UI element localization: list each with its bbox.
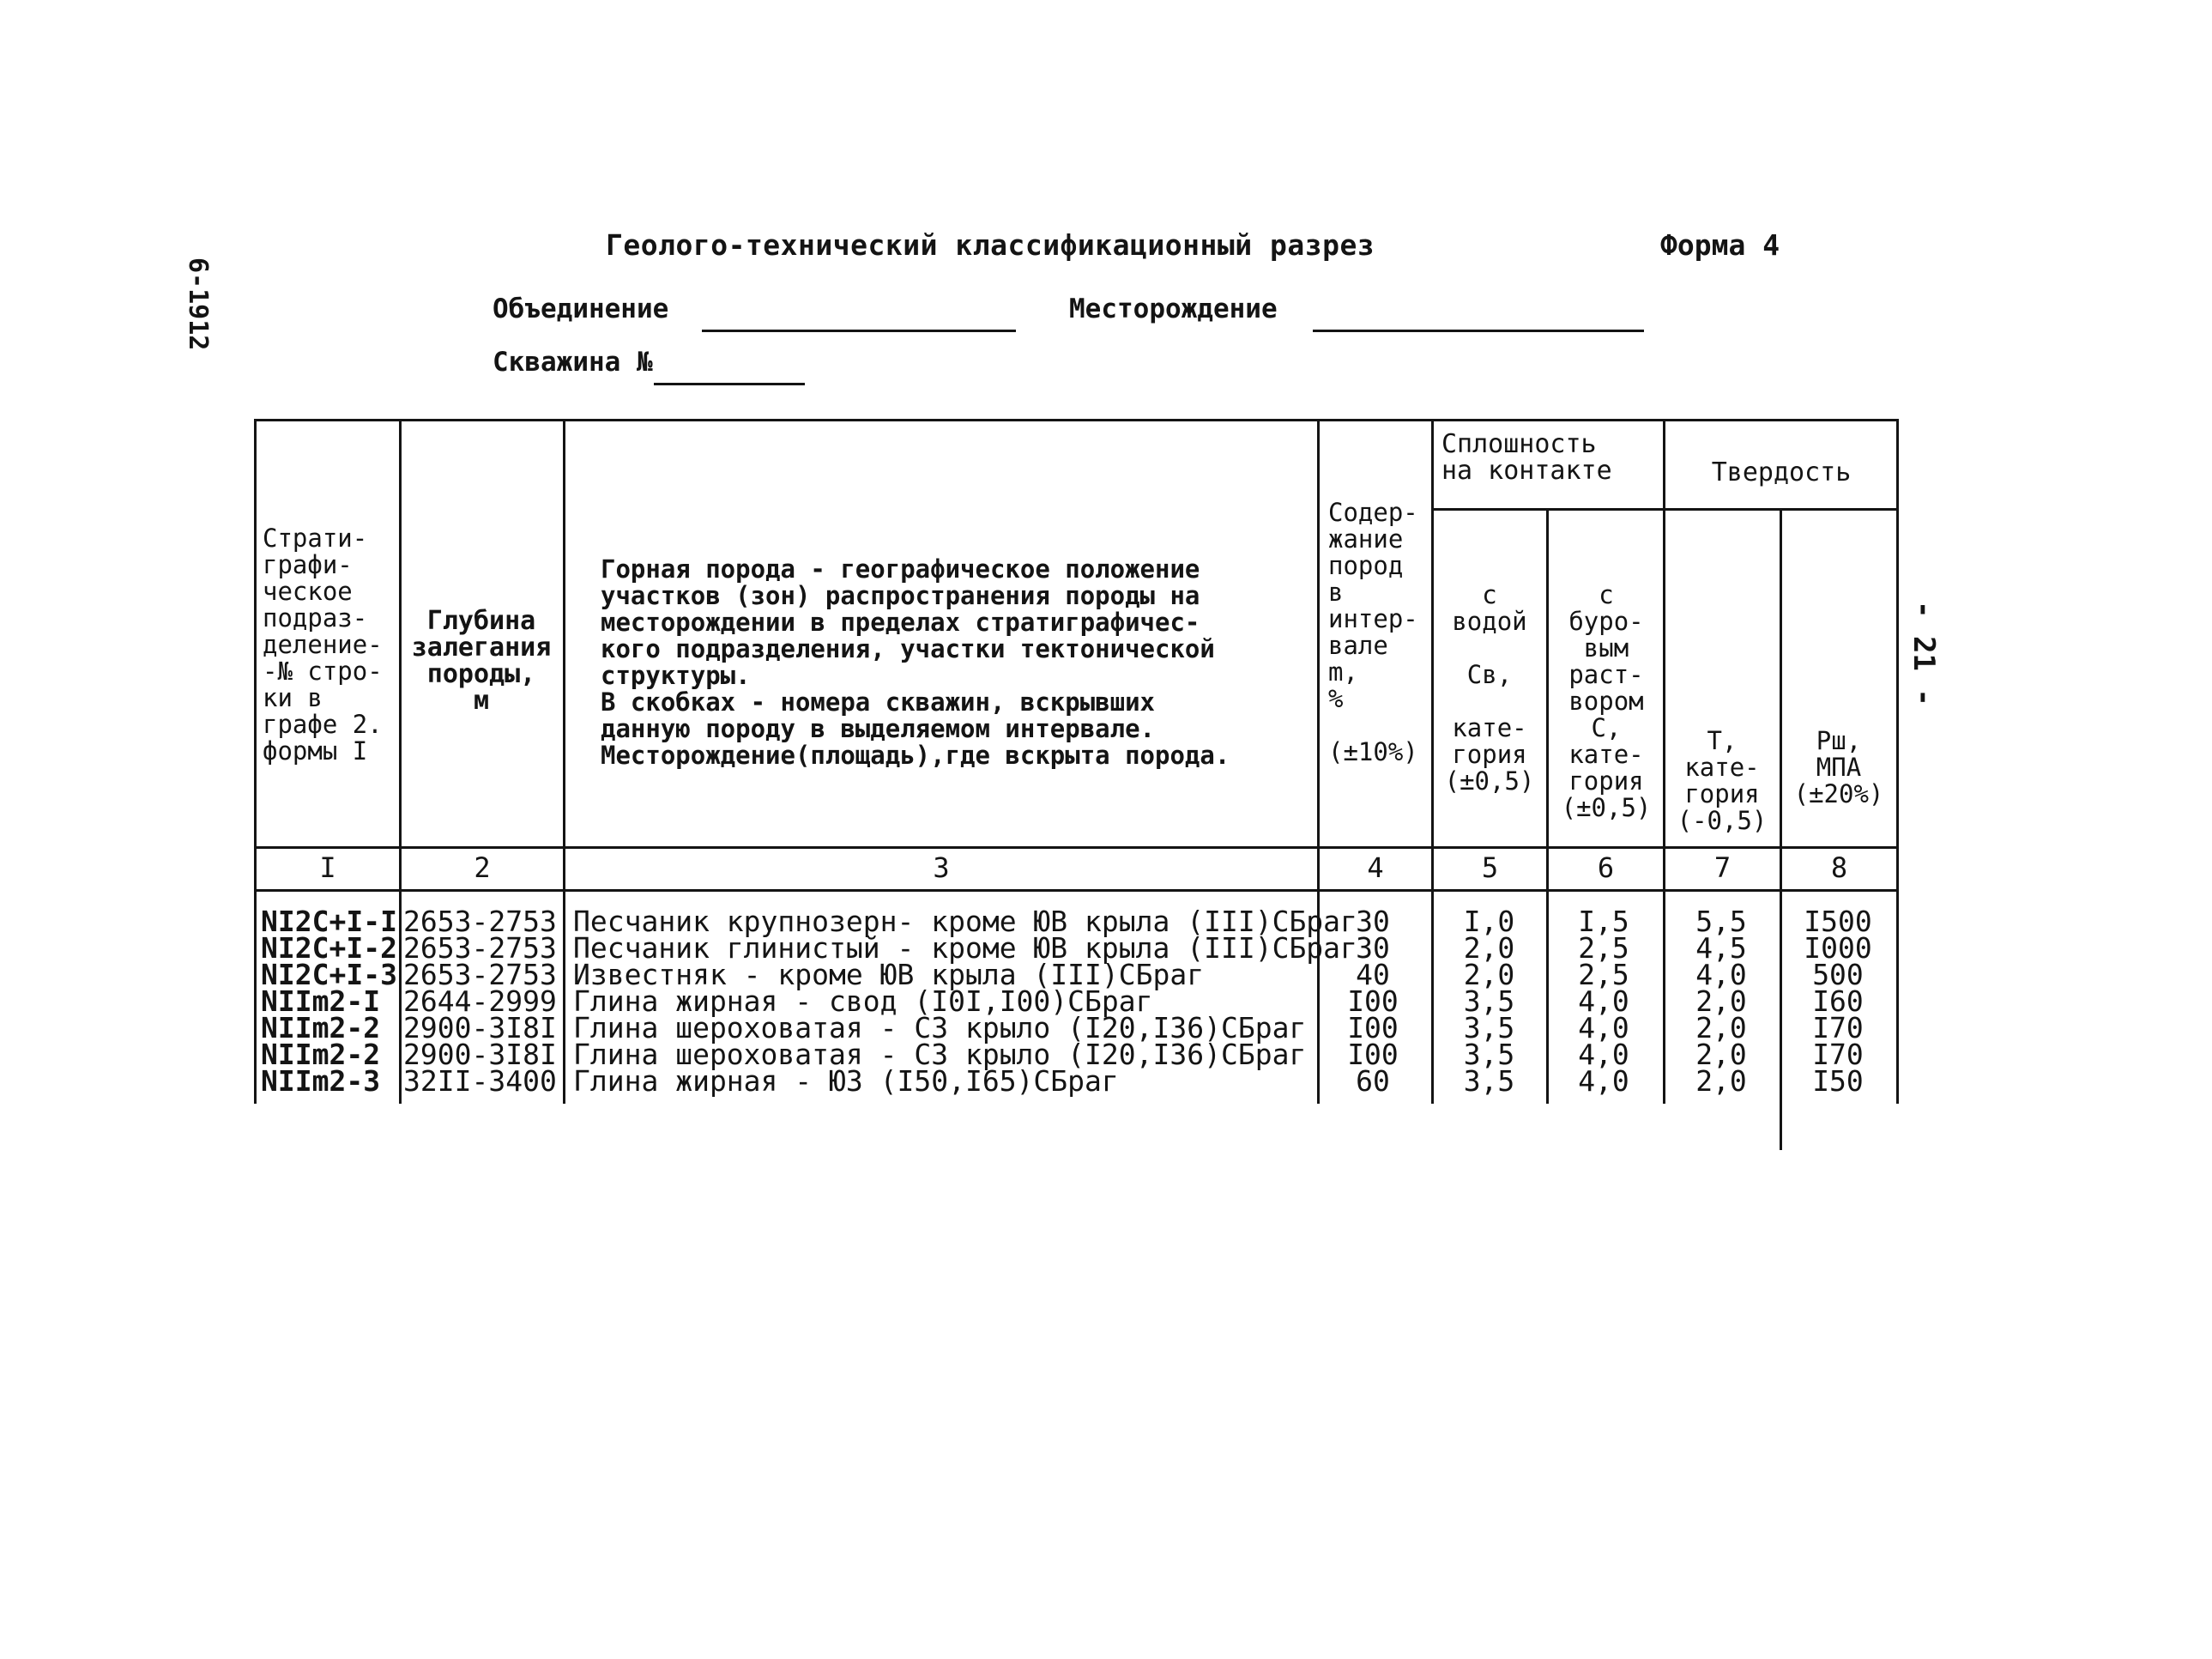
- table-top-border: [254, 419, 1899, 421]
- cell-depth: 2900-3I8I: [403, 1011, 557, 1044]
- document-title: Геолого-технический классификационный разрез: [606, 228, 1375, 262]
- col-number-7: 7: [1713, 851, 1732, 884]
- cell-depth: 32II-3400: [403, 1064, 557, 1098]
- cell-content: 30: [1356, 931, 1390, 965]
- cell-contact-mud: 4,0: [1578, 1064, 1629, 1098]
- cell-depth: 2653-2753: [403, 905, 557, 938]
- cell-content: 40: [1356, 958, 1390, 991]
- cell-depth: 2644-2999: [403, 984, 557, 1018]
- association-input[interactable]: [702, 330, 1016, 332]
- cell-hardness-p: 500: [1812, 958, 1864, 991]
- cell-hardness-t: 2,0: [1695, 984, 1747, 1018]
- cell-contact-water: 3,5: [1463, 1011, 1515, 1044]
- cell-contact-water: 3,5: [1463, 984, 1515, 1018]
- hardness-group-header: Твердость: [1711, 457, 1852, 487]
- col-number-4: 4: [1367, 851, 1384, 884]
- header-contact-water: с водой Св, кате- гория (±0,5): [1444, 580, 1535, 796]
- cell-depth: 2900-3I8I: [403, 1038, 557, 1071]
- cell-content: I00: [1347, 1011, 1399, 1044]
- colnum-bottom-border: [254, 889, 1899, 892]
- cell-contact-mud: 2,5: [1578, 958, 1629, 991]
- well-label: Скважина №: [493, 347, 653, 378]
- cell-rock: Песчаник крупнозерн- кроме ЮВ крыла (III)СБраг: [573, 905, 1357, 938]
- col-number-1: I: [319, 851, 336, 884]
- header-depth: Глубина залегания породы, м: [411, 606, 552, 716]
- cell-hardness-p: I500: [1804, 905, 1872, 938]
- field-label: Месторождение: [1069, 294, 1278, 324]
- cell-content: 60: [1356, 1064, 1390, 1098]
- side-code: 6-1912: [183, 257, 213, 351]
- group-header-divider: [1433, 508, 1899, 511]
- cell-strat: NI2C+I-I: [261, 905, 397, 938]
- cell-hardness-p: I60: [1812, 984, 1864, 1018]
- cell-content: I00: [1347, 984, 1399, 1018]
- cell-contact-mud: 4,0: [1578, 984, 1629, 1018]
- cell-hardness-p: I70: [1812, 1011, 1864, 1044]
- cell-strat: NI2C+I-3: [261, 958, 397, 991]
- header-stratigraphic: Страти- графи- ческое подраз- деление- -№ стро- ки в графе 2. формы I: [263, 524, 383, 766]
- cell-strat: NIIm2-2: [261, 1038, 381, 1071]
- header-hardness-p: Рш, МПА (±20%): [1793, 726, 1884, 808]
- cell-rock: Известняк - кроме ЮВ крыла (III)СБраг: [573, 958, 1205, 991]
- cell-strat: NI2C+I-2: [261, 931, 397, 965]
- col-number-6: 6: [1597, 851, 1615, 884]
- cell-hardness-t: 4,0: [1695, 958, 1747, 991]
- well-input[interactable]: [654, 383, 805, 385]
- col-divider-4: [1431, 419, 1434, 1104]
- cell-contact-water: 2,0: [1463, 958, 1515, 991]
- association-label: Объединение: [493, 294, 669, 324]
- col-divider-8: [1896, 419, 1899, 1104]
- cell-rock: Глина шероховатая - СЗ крыло (I20,I36)СБраг: [573, 1038, 1307, 1071]
- cell-hardness-p: I70: [1812, 1038, 1864, 1071]
- header-bottom-border: [254, 846, 1899, 849]
- col-number-2: 2: [474, 851, 491, 884]
- col-divider-2: [563, 419, 565, 1104]
- cell-rock: Глина жирная - свод (I0I,I00)СБраг: [573, 984, 1153, 1018]
- col-number-5: 5: [1481, 851, 1499, 884]
- col-number-8: 8: [1830, 851, 1848, 884]
- cell-hardness-t: 4,5: [1695, 931, 1747, 965]
- cell-hardness-t: 5,5: [1695, 905, 1747, 938]
- cell-rock: Песчаник глинистый - кроме ЮВ крыла (III)СБраг: [573, 931, 1357, 965]
- cell-hardness-p: I50: [1812, 1064, 1864, 1098]
- cell-hardness-t: 2,0: [1695, 1064, 1747, 1098]
- cell-content: I00: [1347, 1038, 1399, 1071]
- cell-depth: 2653-2753: [403, 958, 557, 991]
- col-divider-0: [254, 419, 257, 1104]
- cell-contact-mud: 4,0: [1578, 1011, 1629, 1044]
- cell-contact-mud: 4,0: [1578, 1038, 1629, 1071]
- col-number-3: 3: [933, 851, 950, 884]
- cell-hardness-p: I000: [1804, 931, 1872, 965]
- form-number: Форма 4: [1660, 228, 1780, 262]
- cell-contact-mud: I,5: [1578, 905, 1629, 938]
- header-rock-description: Горная порода - географическое положение участков (зон) распространения породы на месторождении в пределах стратиграфичес- кого подразделения, участки тектонической структуры. В скобках - номера скважин, вскрывших данную породу в выделяемом интервале. Месторождение(площадь),где вскрыта порода.: [601, 554, 1230, 770]
- col-divider-6: [1663, 419, 1665, 1104]
- cell-contact-water: 3,5: [1463, 1038, 1515, 1071]
- cell-hardness-t: 2,0: [1695, 1038, 1747, 1071]
- field-input[interactable]: [1313, 330, 1644, 332]
- cell-rock: Глина шероховатая - СЗ крыло (I20,I36)СБраг: [573, 1011, 1307, 1044]
- contact-group-header: Сплошность на контакте: [1441, 429, 1612, 486]
- header-content: Содер- жание пород в интер- вале m, % (±10%): [1328, 498, 1418, 766]
- cell-strat: NIIm2-2: [261, 1011, 381, 1044]
- cell-strat: NIIm2-I: [261, 984, 381, 1018]
- cell-contact-water: 3,5: [1463, 1064, 1515, 1098]
- cell-contact-water: I,0: [1463, 905, 1515, 938]
- cell-hardness-t: 2,0: [1695, 1011, 1747, 1044]
- cell-contact-water: 2,0: [1463, 931, 1515, 965]
- cell-depth: 2653-2753: [403, 931, 557, 965]
- cell-content: 30: [1356, 905, 1390, 938]
- cell-contact-mud: 2,5: [1578, 931, 1629, 965]
- cell-strat: NIIm2-3: [261, 1064, 381, 1098]
- header-contact-mud: с буро- вым раст- вором С, кате- гория (±0,5): [1561, 580, 1652, 822]
- page-number: - 21 -: [1907, 601, 1941, 706]
- cell-rock: Глина жирная - ЮЗ (I50,I65)СБраг: [573, 1064, 1119, 1098]
- header-hardness-t: Т, кате- гория (-0,5): [1677, 726, 1768, 835]
